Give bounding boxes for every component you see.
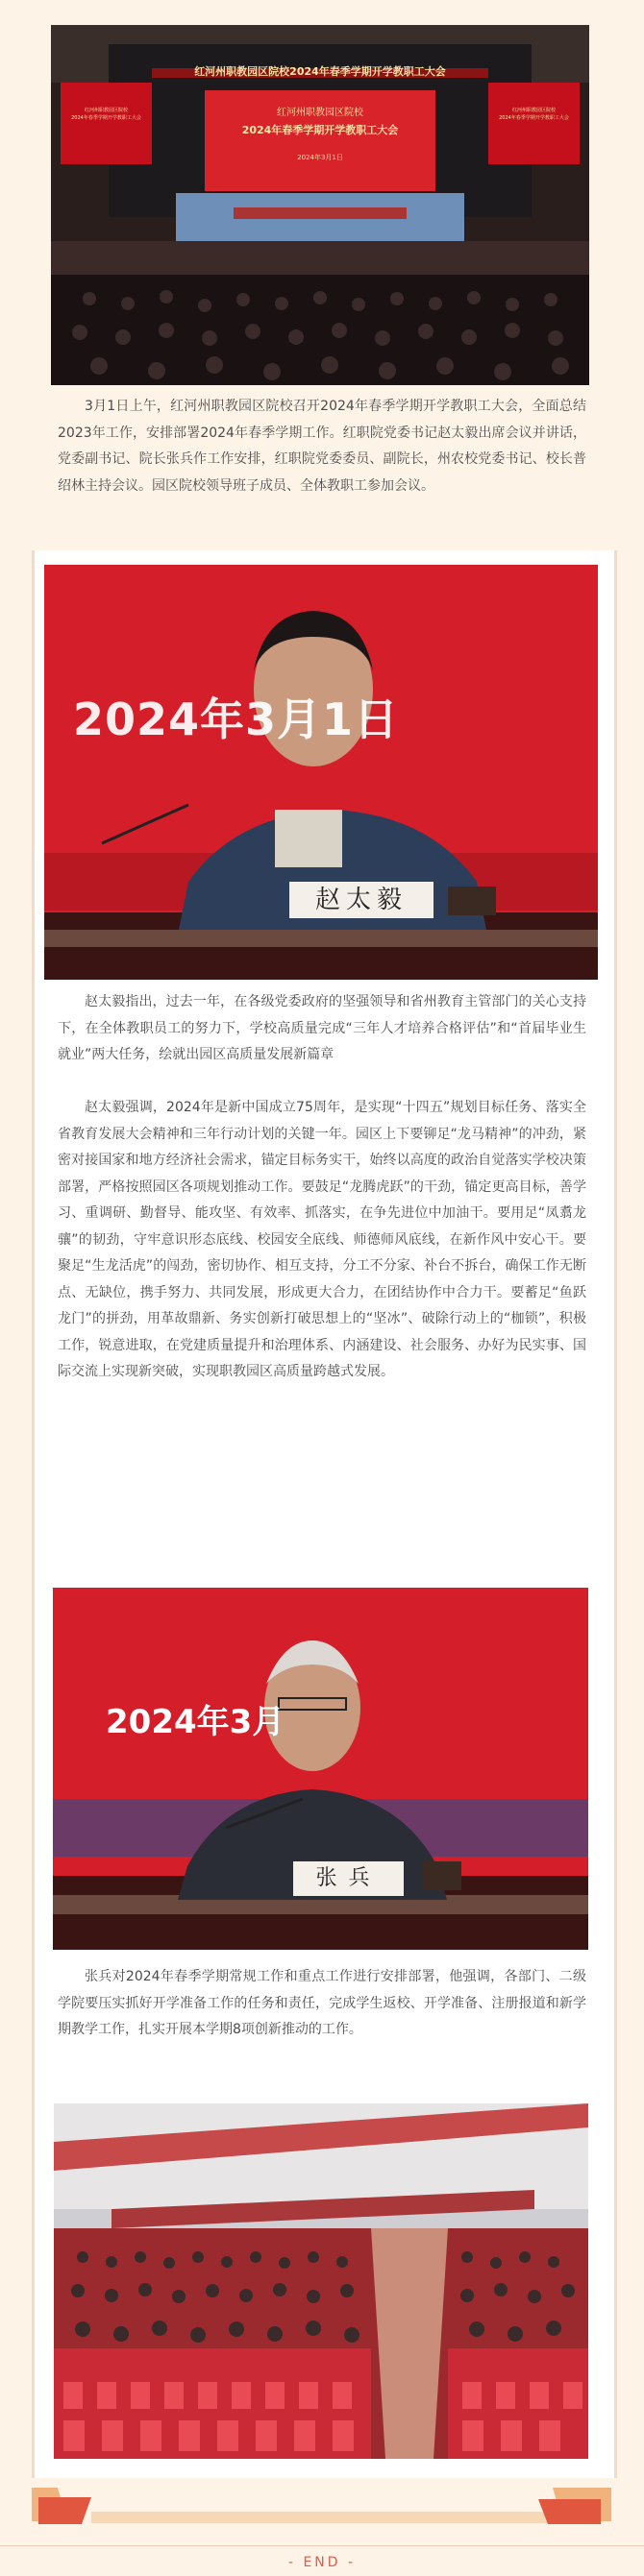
banner-top-text: 红河州职教园区院校2024年春季学期开学教职工大会 <box>194 65 446 78</box>
paragraph-intro: 3月1日上午，红河州职教园区院校召开2024年春季学期开学教职工大会，全面总结2023年工作，安排部署2024年春季学期工作。红职院党委书记赵太毅出席会议并讲话，党委副书记、院长张兵作工作安排，红职院党委委员、副院长，州农校党委书记、校长普绍林主持会议。园区院校领导班子成员、全体教职工参加会议。 <box>58 399 586 494</box>
photo-speaker-zhang <box>53 1588 588 1950</box>
screen-line2: 2024年春季学期开学教职工大会 <box>241 124 399 136</box>
screen-line1: 红河州职教园区院校 <box>277 108 363 118</box>
end-mark: - END - <box>287 2555 357 2570</box>
nameplate-zhao: 赵太毅 <box>314 886 408 914</box>
screen-date: 2024年3月1日 <box>297 154 343 161</box>
stage-date-text-2: 2024年3月 <box>106 1703 285 1741</box>
side-screen-left: 红河州职教园区院校 2024年春季学期开学教职工大会 <box>71 108 141 121</box>
paragraph-zhang-arrangement: 张兵对2024年春季学期常规工作和重点工作进行安排部署，他强调，各部门、二级学院要压实抓好开学准备工作的任务和责任，完成学生返校、开学准备、注册报道和新学期教学工作，扎实开展本学期8项创新推动的工作。 <box>58 1969 586 2037</box>
photo-speaker-zhao <box>44 565 598 980</box>
end-divider <box>0 2545 644 2546</box>
paragraph-zhao-emphasis: 赵太毅强调，2024年是新中国成立75周年，是实现“十四五”规划目标任务、落实全省教育发展大会精神和三年行动计划的关键一年。园区上下要铆足“龙马精神”的冲劲，紧密对接国家和地方经济社会需求，锚定目标务实干，始终以高度的政治自觉落实学校决策部署，严格按照园区各项规划推动工作。要鼓足“龙腾虎跃”的干劲，锚定更高目标，善学习、重调研、勤督导、能攻坚、有效率、抓落实，在争先进位中加油干。要用足“凤翥龙骧”的韧劲，守牢意识形态底线、校园安全底线、师德师风底线，在新作风中安心干。要聚足“生龙活虎”的闯劲，密切协作、相互支持，分工不分家、补台不拆台，确保工作无断点、无缺位，携手努力、共同发展，形成更大合力，在团结协作中合力干。要蓄足“鱼跃龙门”的拼劲，用革故鼎新、务实创新打破思想上的“坚冰”、破除行动上的“枷锁”，积极工作，锐意进取，在党建质量提升和治理体系、内涵建设、社会服务、办好为民实事、国际交流上实现新突破，实现职教园区高质量跨越式发展。 <box>58 1100 586 1379</box>
photo-auditorium-stage <box>51 25 589 385</box>
side-screen-right: 红河州职教园区院校 2024年春季学期开学教职工大会 <box>499 108 569 121</box>
photo-audience <box>54 2103 588 2459</box>
footer-decoration <box>0 2478 644 2545</box>
stage-date-text: 2024年3月1日 <box>73 693 400 745</box>
paragraph-zhao-point: 赵太毅指出，过去一年，在各级党委政府的坚强领导和省州教育主管部门的关心支持下，在全体教职员工的努力下，学校高质量完成“三年人才培养合格评估”和“首届毕业生就业”两大任务，绘就出园区高质量发展新篇章 <box>58 994 586 1062</box>
nameplate-zhang: 张兵 <box>315 1866 382 1890</box>
